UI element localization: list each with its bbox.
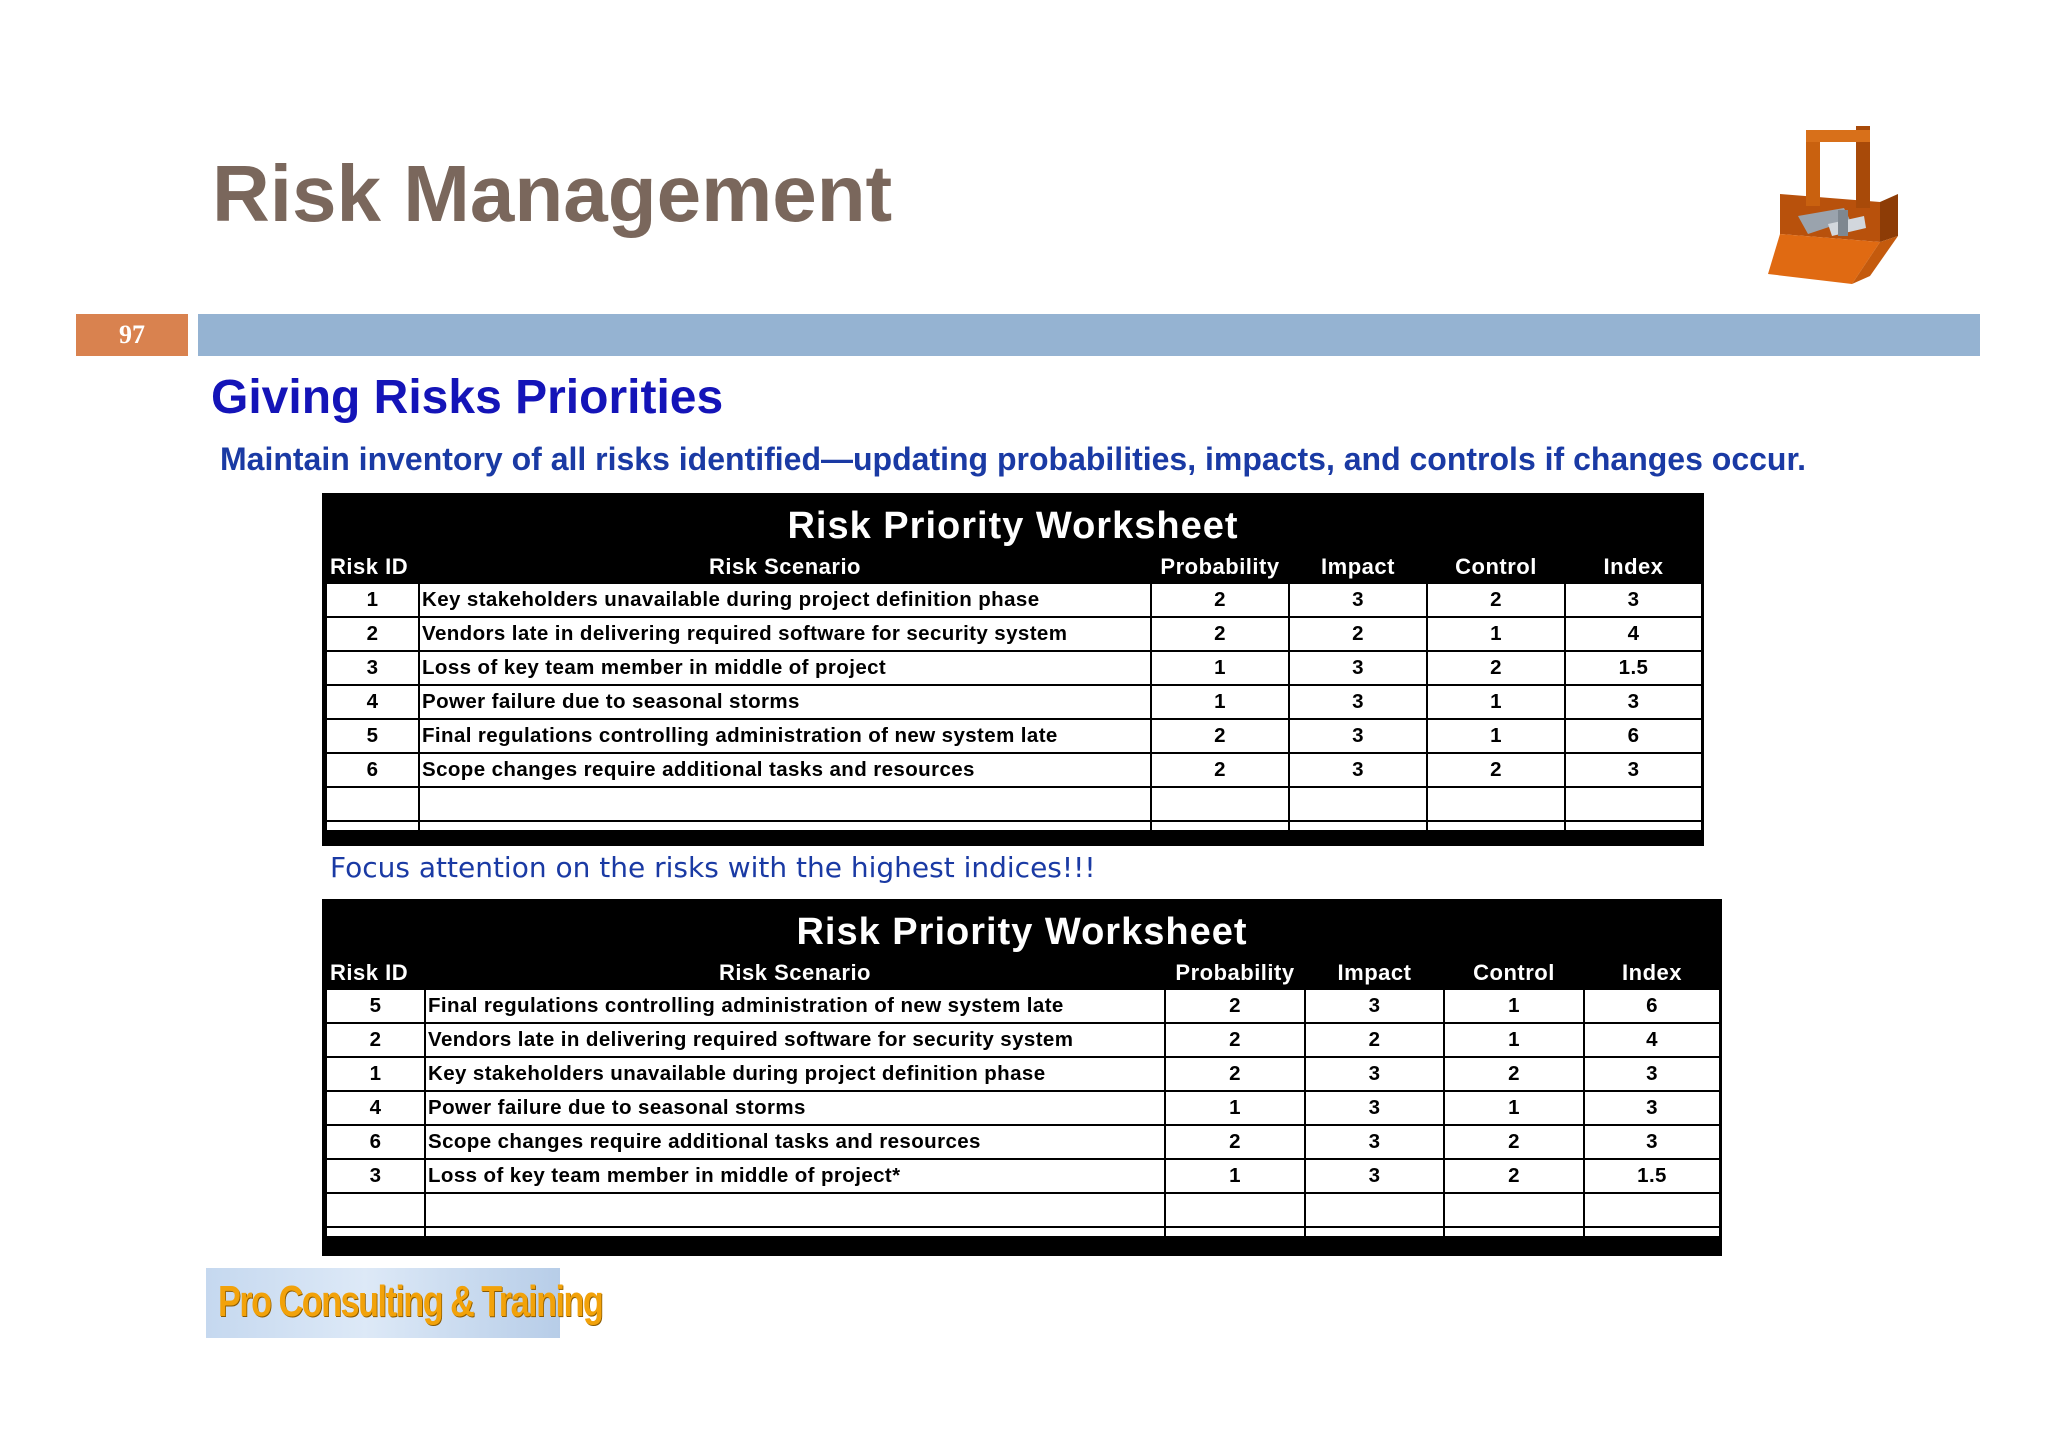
empty-cell: [419, 787, 1151, 821]
empty-cell: [326, 1227, 425, 1237]
table-row: [326, 989, 1720, 1023]
empty-cell: [1165, 1193, 1305, 1227]
cell-index: 3: [1584, 1091, 1720, 1125]
cell-risk-id: 6: [326, 1125, 425, 1159]
col-header-index: Index: [1622, 960, 1682, 985]
cell-risk-id: 5: [326, 719, 419, 753]
risk-worksheet-sorted: [322, 899, 1722, 1256]
col-header-risk-scenario: Risk Scenario: [708, 554, 861, 579]
cell-impact: 3: [1289, 719, 1427, 753]
empty-cell: [1289, 787, 1427, 821]
empty-cell: [1427, 787, 1565, 821]
col-header-control: Control: [1473, 960, 1555, 985]
cell-impact: 3: [1305, 1125, 1444, 1159]
cell-control: 1: [1444, 989, 1584, 1023]
table-row: [326, 719, 1702, 753]
cell-control: 2: [1427, 651, 1565, 685]
cell-probability: 2: [1165, 989, 1305, 1023]
empty-row: [326, 821, 1702, 831]
section-subtitle: Giving Risks Priorities: [211, 371, 724, 424]
cell-risk-scenario: Power failure due to seasonal storms: [425, 1091, 1165, 1125]
cell-risk-scenario: Loss of key team member in middle of project*: [425, 1159, 1165, 1193]
empty-cell: [326, 821, 419, 831]
empty-cell: [326, 787, 419, 821]
cell-impact: 3: [1289, 685, 1427, 719]
cell-impact: 3: [1289, 583, 1427, 617]
cell-risk-id: 6: [326, 753, 419, 787]
cell-index: 1.5: [1584, 1159, 1720, 1193]
col-header-control: Control: [1455, 554, 1537, 579]
cell-index: 1.5: [1565, 651, 1702, 685]
empty-cell: [1444, 1227, 1584, 1237]
cell-impact: 3: [1305, 989, 1444, 1023]
empty-cell: [425, 1227, 1165, 1237]
cell-impact: 3: [1305, 1159, 1444, 1193]
cell-risk-id: 2: [326, 1023, 425, 1057]
empty-cell: [1444, 1193, 1584, 1227]
empty-cell: [425, 1193, 1165, 1227]
col-header-risk-scenario: Risk Scenario: [718, 960, 871, 985]
cell-index: 3: [1565, 685, 1702, 719]
empty-cell: [1565, 787, 1702, 821]
cell-risk-scenario: Loss of key team member in middle of project: [419, 651, 1151, 685]
worksheet-title: Risk Priority Worksheet: [796, 911, 1248, 953]
col-header-probability: Probability: [1160, 554, 1280, 579]
cell-risk-id: 2: [326, 617, 419, 651]
col-header-risk-id: Risk ID: [330, 960, 409, 985]
cell-probability: 2: [1165, 1057, 1305, 1091]
cell-probability: 1: [1151, 685, 1289, 719]
col-header-impact: Impact: [1321, 554, 1395, 579]
cell-risk-scenario: Power failure due to seasonal storms: [419, 685, 1151, 719]
cell-index: 6: [1565, 719, 1702, 753]
cell-impact: 3: [1289, 753, 1427, 787]
empty-cell: [419, 821, 1151, 831]
col-header-impact: Impact: [1337, 960, 1412, 985]
empty-cell: [1151, 821, 1289, 831]
cell-risk-id: 4: [326, 1091, 425, 1125]
cell-risk-id: 1: [326, 1057, 425, 1091]
table-row: [326, 1159, 1720, 1193]
cell-control: 2: [1427, 753, 1565, 787]
cell-risk-scenario: Vendors late in delivering required software for security system: [419, 617, 1151, 651]
cell-probability: 1: [1165, 1091, 1305, 1125]
cell-risk-scenario: Scope changes require additional tasks and resources: [425, 1125, 1165, 1159]
empty-cell: [1289, 821, 1427, 831]
cell-risk-id: 3: [326, 1159, 425, 1193]
cell-risk-id: 5: [326, 989, 425, 1023]
empty-row: [326, 787, 1702, 821]
page-number-badge: 97: [76, 314, 188, 356]
cell-control: 2: [1444, 1057, 1584, 1091]
focus-note: Focus attention on the risks with the highest indices!!!: [330, 851, 1096, 884]
empty-cell: [1584, 1193, 1720, 1227]
empty-cell: [1584, 1227, 1720, 1237]
empty-cell: [1305, 1227, 1444, 1237]
table-row: [326, 651, 1702, 685]
cell-risk-id: 1: [326, 583, 419, 617]
worksheet-table: [325, 550, 1703, 832]
cell-risk-scenario: Final regulations controlling administration of new system late: [419, 719, 1151, 753]
table-row: [326, 617, 1702, 651]
cell-impact: 2: [1305, 1023, 1444, 1057]
company-logo: [206, 1268, 603, 1338]
cell-control: 2: [1444, 1159, 1584, 1193]
empty-cell: [326, 1193, 425, 1227]
col-header-probability: Probability: [1175, 960, 1295, 985]
header-row: [326, 956, 1720, 989]
cell-probability: 2: [1151, 617, 1289, 651]
cell-index: 3: [1565, 583, 1702, 617]
cell-probability: 2: [1151, 753, 1289, 787]
cell-probability: 2: [1165, 1125, 1305, 1159]
empty-cell: [1151, 787, 1289, 821]
risk-worksheet-before: [322, 493, 1704, 846]
empty-cell: [1427, 821, 1565, 831]
empty-cell: [1165, 1227, 1305, 1237]
table-row: [326, 1091, 1720, 1125]
toolbox-icon: [1768, 124, 1904, 288]
table-row: [326, 753, 1702, 787]
worksheet-table: [325, 956, 1721, 1238]
cell-risk-scenario: Key stakeholders unavailable during project definition phase: [425, 1057, 1165, 1091]
empty-cell: [1565, 821, 1702, 831]
cell-index: 3: [1584, 1125, 1720, 1159]
cell-impact: 3: [1289, 651, 1427, 685]
cell-risk-scenario: Key stakeholders unavailable during project definition phase: [419, 583, 1151, 617]
table-row: [326, 685, 1702, 719]
cell-probability: 1: [1151, 651, 1289, 685]
cell-probability: 2: [1151, 583, 1289, 617]
cell-probability: 1: [1165, 1159, 1305, 1193]
cell-impact: 2: [1289, 617, 1427, 651]
cell-probability: 2: [1151, 719, 1289, 753]
cell-index: 4: [1565, 617, 1702, 651]
cell-impact: 3: [1305, 1057, 1444, 1091]
worksheet-title: Risk Priority Worksheet: [787, 505, 1239, 547]
col-header-index: Index: [1603, 554, 1664, 579]
empty-row: [326, 1227, 1720, 1237]
col-header-risk-id: Risk ID: [330, 554, 409, 579]
cell-risk-scenario: Vendors late in delivering required software for security system: [425, 1023, 1165, 1057]
cell-risk-scenario: Scope changes require additional tasks and resources: [419, 753, 1151, 787]
cell-risk-id: 4: [326, 685, 419, 719]
cell-index: 6: [1584, 989, 1720, 1023]
slide-title: Risk Management: [212, 149, 893, 238]
cell-probability: 2: [1165, 1023, 1305, 1057]
table-row: [326, 583, 1702, 617]
header-row: [326, 550, 1702, 583]
cell-risk-scenario: Final regulations controlling administration of new system late: [425, 989, 1165, 1023]
table-row: [326, 1125, 1720, 1159]
cell-control: 1: [1427, 719, 1565, 753]
header-divider-bar: [198, 314, 1980, 356]
cell-index: 4: [1584, 1023, 1720, 1057]
lead-text: Maintain inventory of all risks identified—updating probabilities, impacts, and controls if changes occur.: [220, 441, 1807, 477]
cell-control: 1: [1427, 685, 1565, 719]
cell-control: 1: [1444, 1023, 1584, 1057]
logo-text: Pro Consulting & Training: [218, 1277, 603, 1326]
table-row: [326, 1023, 1720, 1057]
cell-control: 2: [1444, 1125, 1584, 1159]
cell-risk-id: 3: [326, 651, 419, 685]
table-row: [326, 1057, 1720, 1091]
empty-row: [326, 1193, 1720, 1227]
cell-impact: 3: [1305, 1091, 1444, 1125]
cell-control: 2: [1427, 583, 1565, 617]
cell-index: 3: [1565, 753, 1702, 787]
cell-index: 3: [1584, 1057, 1720, 1091]
cell-control: 1: [1444, 1091, 1584, 1125]
cell-control: 1: [1427, 617, 1565, 651]
empty-cell: [1305, 1193, 1444, 1227]
